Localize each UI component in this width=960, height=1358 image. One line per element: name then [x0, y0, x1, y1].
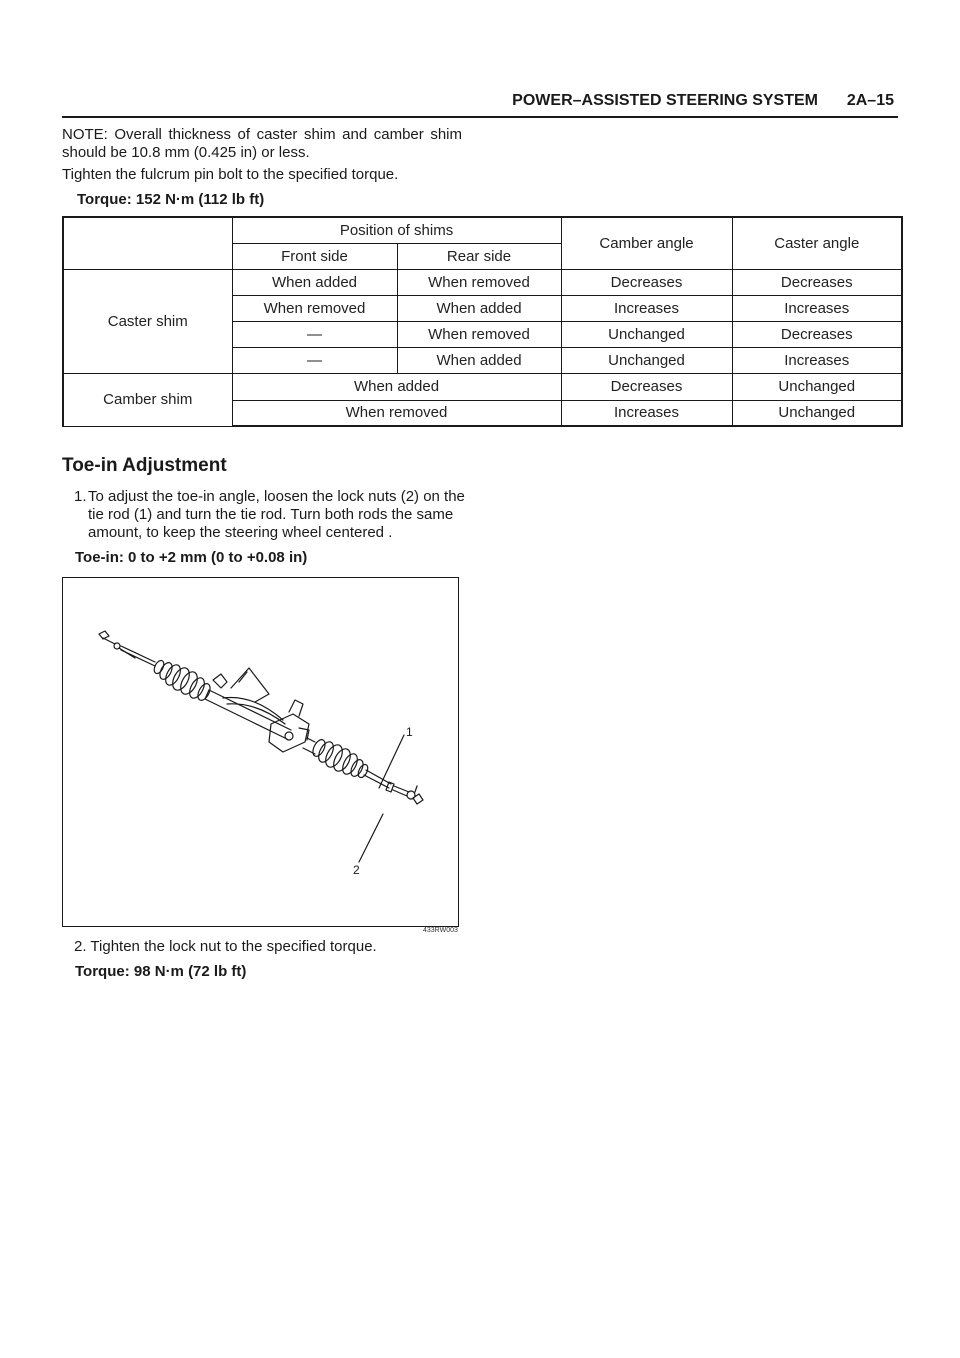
table-cell: Decreases: [732, 269, 902, 295]
table-cell: When removed: [397, 321, 561, 347]
torque-spec-lock-nut: Torque: 98 N·m (72 lb ft): [75, 963, 247, 980]
toe-in-spec: Toe-in: 0 to +2 mm (0 to +0.08 in): [75, 549, 308, 566]
shim-table: [62, 216, 903, 427]
table-cell: Decreases: [561, 269, 732, 295]
camber-angle-header: Camber angle: [561, 217, 732, 269]
table-cell: Decreases: [732, 321, 902, 347]
table-cell: When removed: [232, 400, 561, 426]
table-cell: Unchanged: [732, 400, 902, 426]
step-1-number: 1.: [74, 488, 87, 505]
table-cell: Increases: [732, 347, 902, 373]
camber-shim-label: Camber shim: [63, 373, 232, 426]
torque-spec-fulcrum: Torque: 152 N·m (112 lb ft): [77, 191, 265, 208]
table-cell: When added: [397, 347, 561, 373]
table-cell: When added: [397, 295, 561, 321]
step-1-text: To adjust the toe-in angle, loosen the lock nuts (2) on the tie rod (1) and turn the tie rod. Turn both rods the same amount, to keep the steering wheel centered .: [88, 488, 465, 541]
steering-rack-illustration: [63, 578, 458, 926]
caster-angle-header: Caster angle: [732, 217, 902, 269]
figure-id: 433RW003: [423, 927, 458, 934]
note-text: NOTE: Overall thickness of caster shim and camber shim should be 10.8 mm (0.425 in) or less.: [62, 126, 462, 161]
tighten-instruction: Tighten the fulcrum pin bolt to the specified torque.: [62, 166, 399, 183]
table-cell: Decreases: [561, 373, 732, 400]
table-cell: Unchanged: [561, 321, 732, 347]
table-cell: Unchanged: [561, 347, 732, 373]
table-cell: Increases: [732, 295, 902, 321]
header-title: POWER–ASSISTED STEERING SYSTEM: [512, 92, 818, 109]
page-number: 2A–15: [846, 92, 894, 109]
page-header: [62, 90, 898, 118]
caster-shim-label: Caster shim: [63, 269, 232, 373]
table-corner-cell: [63, 217, 232, 269]
section-title: Toe-in Adjustment: [62, 455, 227, 476]
steering-rack-figure: [62, 577, 459, 927]
step-2: [74, 938, 377, 956]
front-side-header: Front side: [232, 243, 397, 269]
table-cell: Unchanged: [732, 373, 902, 400]
table-cell: —: [232, 347, 397, 373]
step-1: [74, 488, 466, 542]
table-cell: When added: [232, 269, 397, 295]
table-cell: When removed: [397, 269, 561, 295]
step-2-number: 2.: [74, 938, 87, 955]
rear-side-header: Rear side: [397, 243, 561, 269]
callout-2: 2: [353, 863, 360, 877]
table-cell: When added: [232, 373, 561, 400]
step-2-text: Tighten the lock nut to the specified torque.: [90, 938, 377, 955]
table-cell: Increases: [561, 295, 732, 321]
table-cell: When removed: [232, 295, 397, 321]
position-of-shims-header: Position of shims: [232, 217, 561, 243]
table-cell: —: [232, 321, 397, 347]
table-cell: Increases: [561, 400, 732, 426]
callout-1: 1: [406, 725, 413, 739]
